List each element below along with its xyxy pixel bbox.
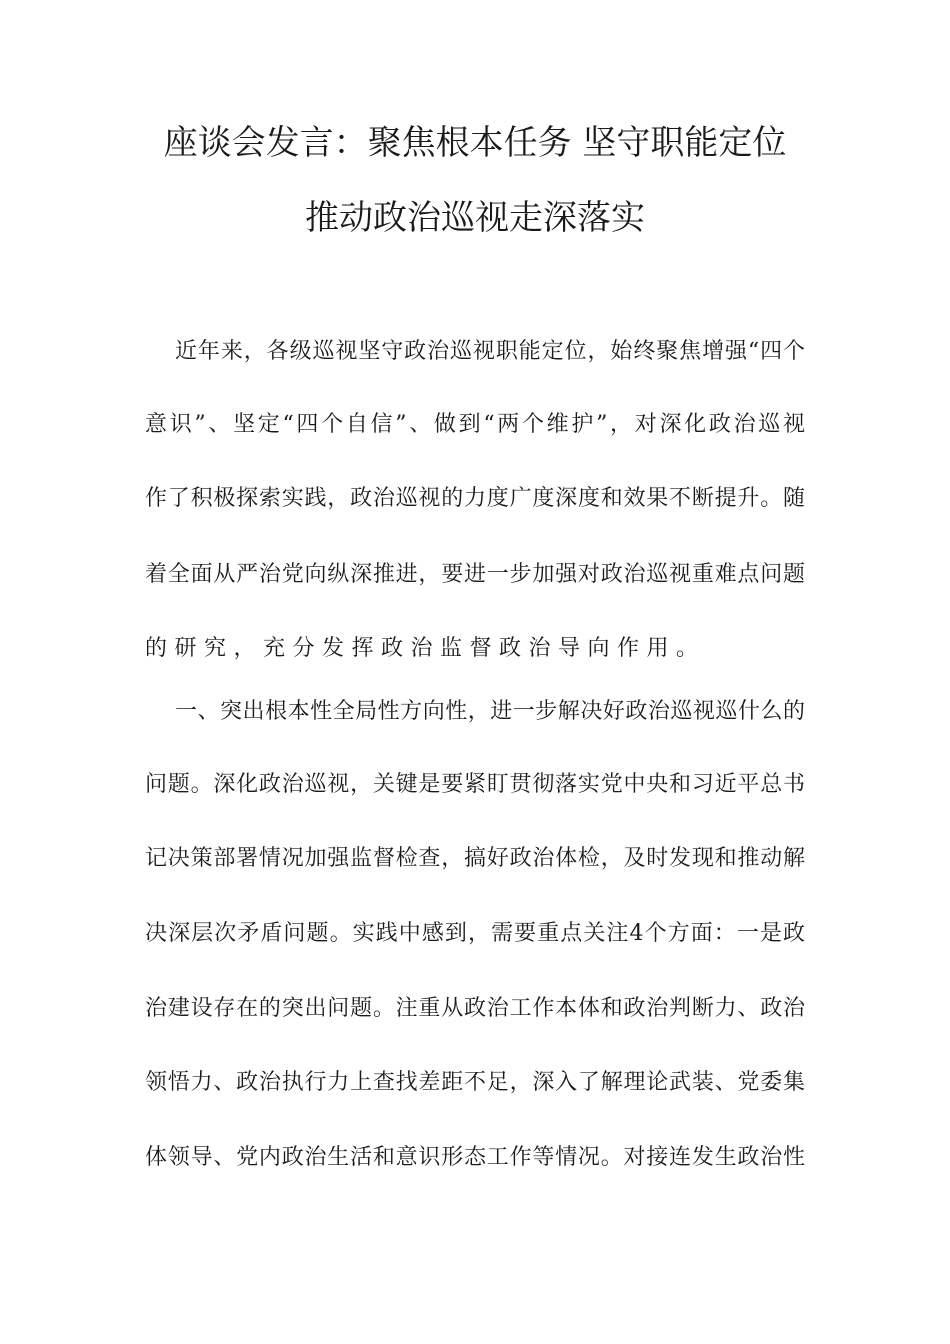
- paragraph-line: 近年来，各级巡视坚守政治巡视职能定位，始终聚焦增强“四个: [175, 339, 805, 364]
- paragraph-line: 领悟力、政治执行力上查找差距不足，深入了解理论武装、党委集: [145, 1070, 805, 1095]
- paragraph-line: 问题。深化政治巡视，关键是要紧盯贯彻落实党中央和习近平总书: [145, 772, 805, 797]
- document-title-line-1: 座谈会发言：聚焦根本任务 坚守职能定位: [163, 123, 787, 163]
- paragraph-line: 治建设存在的突出问题。注重从政治工作本体和政治判断力、政治: [145, 996, 805, 1021]
- paragraph-line: 记决策部署情况加强监督检查，搞好政治体检，及时发现和推动解: [145, 846, 805, 871]
- paragraph-line: 体领导、党内政治生活和意识形态工作等情况。对接连发生政治性: [145, 1145, 805, 1170]
- paragraph-line: 意识”、坚定“四个自信”、做到“两个维护”，对深化政治巡视: [145, 412, 805, 437]
- document-title-line-2: 推动政治巡视走深落实: [305, 198, 645, 238]
- paragraph-line: 一、突出根本性全局性方向性，进一步解决好政治巡视巡什么的: [175, 699, 805, 724]
- paragraph-line: 的研究，充分发挥政治监督政治导向作用。: [145, 636, 706, 661]
- paragraph-line: 决深层次矛盾问题。实践中感到，需要重点关注4个方面：一是政: [145, 921, 805, 946]
- paragraph-line: 着全面从严治党向纵深推进，要进一步加强对政治巡视重难点问题: [145, 562, 805, 587]
- paragraph-line: 作了积极探索实践，政治巡视的力度广度深度和效果不断提升。随: [145, 486, 805, 511]
